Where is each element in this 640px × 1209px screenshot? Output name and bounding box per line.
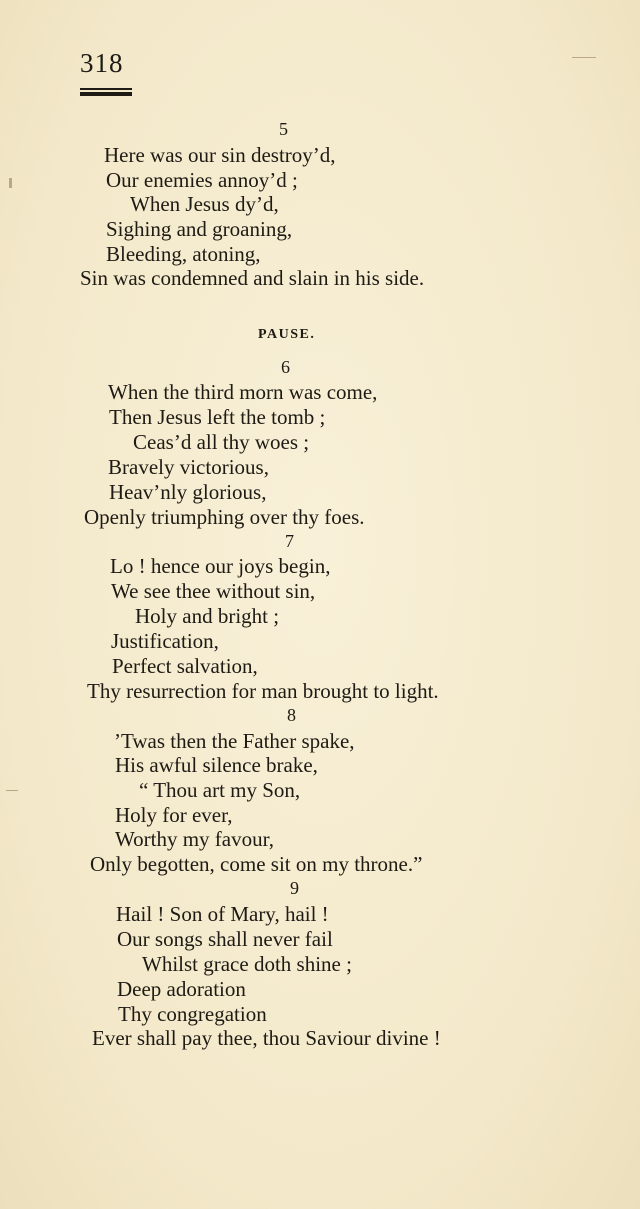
verse-line: Whilst grace doth shine ; xyxy=(142,952,352,976)
verse-line: “ Thou art my Son, xyxy=(139,778,301,802)
verse-line: Ceas’d all thy woes ; xyxy=(133,430,310,454)
page-number: 318 xyxy=(80,48,124,78)
verse-line: Thy congregation xyxy=(118,1002,267,1026)
verse-line: When the third morn was come, xyxy=(108,380,378,404)
stanza-number: 9 xyxy=(290,878,299,898)
verse-line: Ever shall pay thee, thou Saviour divine ! xyxy=(92,1026,441,1050)
verse-line: Justification, xyxy=(111,629,219,653)
verse-line: Only begotten, come sit on my throne.” xyxy=(90,852,423,876)
verse-line: ’Twas then the Father spake, xyxy=(114,729,355,753)
verse-line: Holy and bright ; xyxy=(135,604,280,628)
verse-line: Bleeding, atoning, xyxy=(106,242,261,266)
verse-line: When Jesus dy’d, xyxy=(130,192,279,216)
verse-line: Thy resurrection for man brought to light. xyxy=(87,679,439,703)
verse-line: Sighing and groaning, xyxy=(106,217,293,241)
margin-speck xyxy=(9,178,12,188)
verse-line: Sin was condemned and slain in his side. xyxy=(80,266,425,290)
verse-line: Openly triumphing over thy foes. xyxy=(84,505,365,529)
verse-line: Our songs shall never fail xyxy=(117,927,333,951)
verse-line: Our enemies annoy’d ; xyxy=(106,168,298,192)
verse-line: His awful silence brake, xyxy=(115,753,318,777)
verse-line: Perfect salvation, xyxy=(112,654,258,678)
stanza-number: 6 xyxy=(281,357,290,377)
pause-heading: PAUSE. xyxy=(258,327,316,342)
verse-line: Hail ! Son of Mary, hail ! xyxy=(116,902,329,926)
verse-line: Here was our sin destroy’d, xyxy=(104,143,336,167)
verse-line: Deep adoration xyxy=(117,977,246,1001)
header-rule xyxy=(80,88,132,97)
margin-speck xyxy=(6,790,18,791)
verse-line: Heav’nly glorious, xyxy=(109,480,267,504)
verse-line: Holy for ever, xyxy=(115,803,233,827)
verse-line: Bravely victorious, xyxy=(108,455,269,479)
verse-line: Lo ! hence our joys begin, xyxy=(110,554,331,578)
verse-line: Then Jesus left the tomb ; xyxy=(109,405,326,429)
stanza-number: 8 xyxy=(287,705,296,725)
verse-line: Worthy my favour, xyxy=(115,827,275,851)
verse-line: We see thee without sin, xyxy=(111,579,316,603)
stanza-number: 7 xyxy=(285,531,294,551)
margin-speck xyxy=(572,57,596,58)
stanza-number: 5 xyxy=(279,119,288,139)
